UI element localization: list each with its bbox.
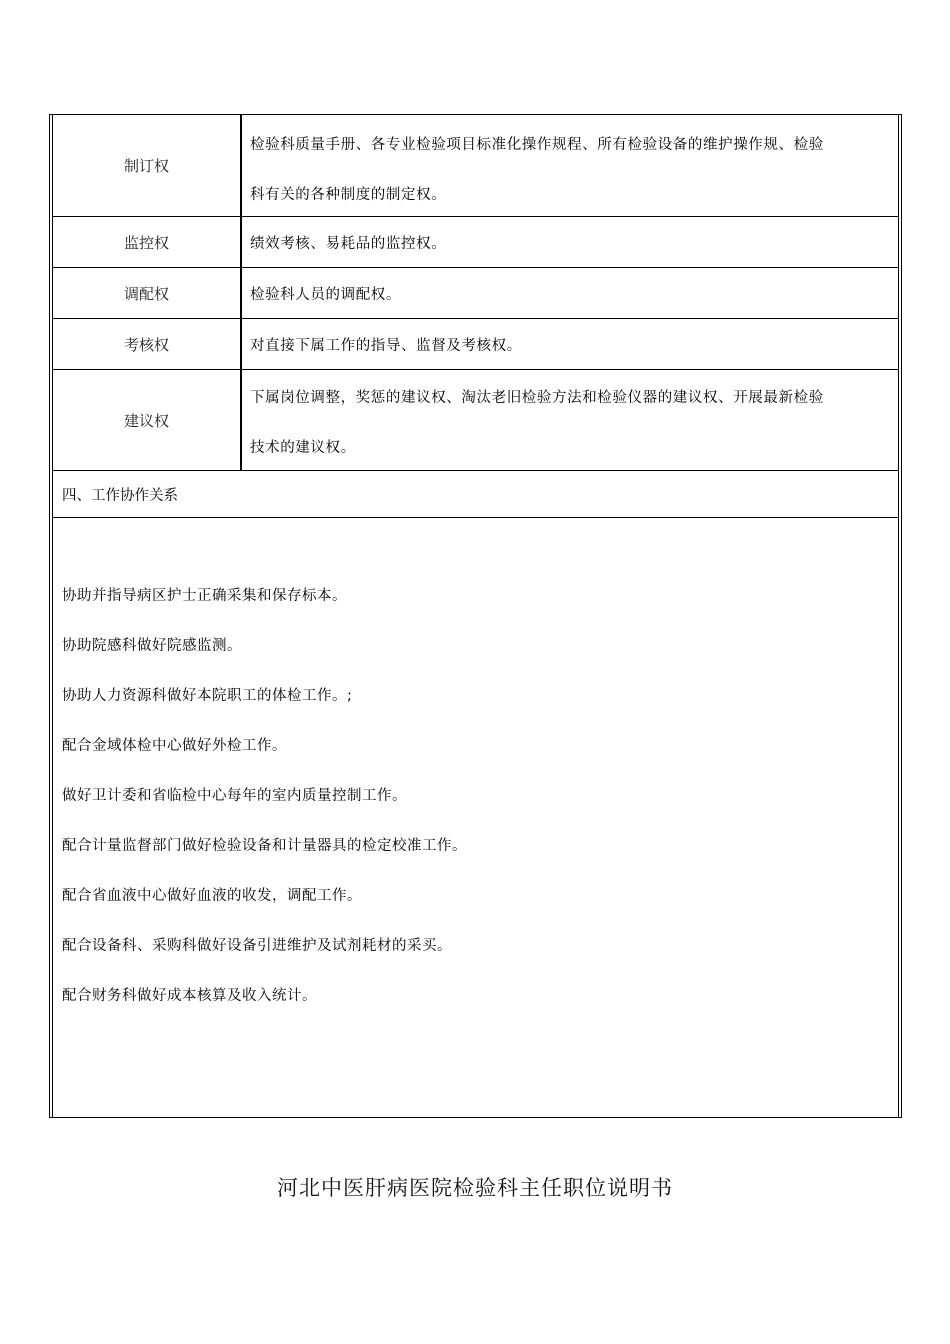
list-item: 配合省血液中心做好血液的收发，调配工作。 bbox=[62, 888, 362, 904]
row-content bbox=[250, 370, 890, 470]
row-content bbox=[250, 115, 890, 216]
content-line: 科有关的各种制度的制定权。 bbox=[250, 187, 447, 203]
row-content: 检验科人员的调配权。 bbox=[250, 286, 401, 303]
section-heading: 四、工作协作关系 bbox=[53, 470, 898, 518]
row-content: 绩效考核、易耗品的监控权。 bbox=[250, 235, 447, 252]
document-title: 河北中医肝病医院检验科主任职位说明书 bbox=[277, 1176, 673, 1200]
list-item: 协助人力资源科做好本院职工的体检工作。; bbox=[62, 688, 353, 704]
list-item: 配合计量监督部门做好检验设备和计量器具的检定校准工作。 bbox=[62, 838, 467, 854]
table-row-allocate bbox=[53, 268, 898, 319]
table-inner-border bbox=[52, 115, 899, 1117]
list-item: 做好卫计委和省临检中心每年的室内质量控制工作。 bbox=[62, 788, 407, 804]
row-label: 制订权 bbox=[53, 115, 242, 216]
content-line: 下属岗位调整，奖惩的建议权、淘汰老旧检验方法和检验仪器的建议权、开展最新检验 bbox=[250, 390, 824, 406]
list-item: 协助并指导病区护士正确采集和保存标本。 bbox=[62, 588, 347, 604]
table-row-formulate bbox=[53, 115, 898, 217]
list-item: 协助院感科做好院感监测。 bbox=[62, 638, 242, 654]
row-label: 建议权 bbox=[53, 370, 242, 470]
list-item: 配合财务科做好成本核算及收入统计。 bbox=[62, 988, 317, 1004]
table-row-assess bbox=[53, 319, 898, 370]
table-row-monitor bbox=[53, 217, 898, 268]
table-row-suggest bbox=[53, 370, 898, 470]
row-label: 考核权 bbox=[53, 319, 242, 369]
list-item: 配合金域体检中心做好外检工作。 bbox=[62, 738, 287, 754]
content-line: 技术的建议权。 bbox=[250, 440, 356, 456]
row-content: 对直接下属工作的指导、监督及考核权。 bbox=[250, 337, 522, 354]
content-line: 检验科质量手册、各专业检验项目标准化操作规程、所有检验设备的维护操作规、检验 bbox=[250, 137, 824, 153]
rights-and-cooperation-table bbox=[49, 114, 902, 1118]
list-item: 配合设备科、采购科做好设备引进维护及试剂耗材的采买。 bbox=[62, 938, 452, 954]
row-label: 调配权 bbox=[53, 268, 242, 318]
row-label: 监控权 bbox=[53, 217, 242, 267]
